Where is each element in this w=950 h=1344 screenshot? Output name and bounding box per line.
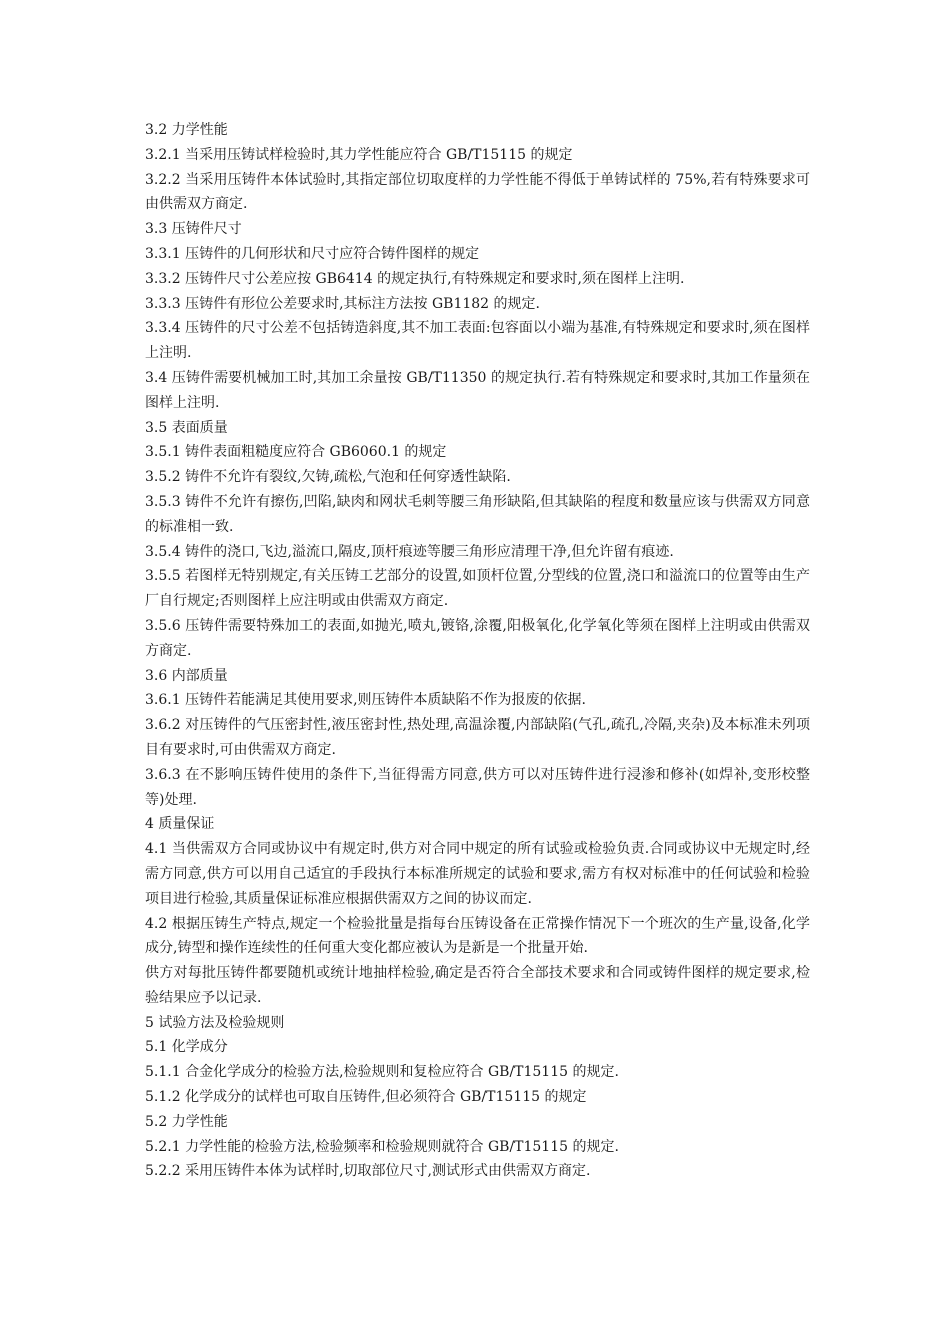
paragraph: 供方对每批压铸件都要随机或统计地抽样检验,确定是否符合全部技术要求和合同或铸件图样的规定要求,检验结果应予以记录.: [145, 965, 810, 1006]
paragraph: 3.4 压铸件需要机械加工时,其加工余量按 GB/T11350 的规定执行.若有特殊规定和要求时,其加工作量须在图样上注明.: [145, 369, 810, 411]
paragraph: 3.6.2 对压铸件的气压密封性,液压密封性,热处理,高温涂覆,内部缺陷(气孔,疏孔,冷隔,夹杂)及本标准未列项目有要求时,可由供需双方商定.: [145, 717, 810, 758]
paragraph: 3.5.3 铸件不允许有擦伤,凹陷,缺肉和网状毛刺等腰三角形缺陷,但其缺陷的程度和数量应该与供需双方同意的标准相一致.: [145, 493, 810, 535]
paragraph: 3.6 内部质量: [145, 667, 228, 684]
paragraph: 3.5.6 压铸件需要特殊加工的表面,如抛光,喷丸,镀铬,涂覆,阳极氧化,化学氧化等须在图样上注明或由供需双方商定.: [145, 617, 810, 659]
paragraph: 5 试验方法及检验规则: [145, 1014, 285, 1031]
paragraph: 5.2 力学性能: [145, 1113, 228, 1130]
paragraph: 5.1.2 化学成分的试样也可取自压铸件,但必须符合 GB/T15115 的规定: [145, 1089, 587, 1106]
paragraph: 3.3.1 压铸件的几何形状和尺寸应符合铸件图样的规定: [145, 245, 480, 262]
paragraph: 4.2 根据压铸生产特点,规定一个检验批量是指每台压铸设备在正常操作情况下一个班次的生产量,设备,化学成分,铸型和操作连续性的任何重大变化都应被认为是新是一个批量开始.: [145, 915, 810, 957]
paragraph: 3.5.5 若图样无特别规定,有关压铸工艺部分的设置,如顶杆位置,分型线的位置,浇口和溢流口的位置等由生产厂自行规定;否则图样上应注明或由供需双方商定.: [145, 568, 810, 610]
paragraph: 3.6.1 压铸件若能满足其使用要求,则压铸件本质缺陷不作为报废的依据.: [145, 692, 586, 709]
paragraph: 4 质量保证: [145, 816, 215, 833]
paragraph: 3.5 表面质量: [145, 419, 228, 436]
paragraph: 3.3.2 压铸件尺寸公差应按 GB6414 的规定执行,有特殊规定和要求时,须在图样上注明.: [145, 270, 685, 287]
paragraph: 5.2.1 力学性能的检验方法,检验频率和检验规则就符合 GB/T15115 的规定.: [145, 1138, 619, 1155]
paragraph: 3.5.2 铸件不允许有裂纹,欠铸,疏松,气泡和任何穿透性缺陷.: [145, 469, 511, 486]
paragraph: 3.3.3 压铸件有形位公差要求时,其标注方法按 GB1182 的规定.: [145, 295, 540, 312]
paragraph: 3.5.4 铸件的浇口,飞边,溢流口,隔皮,顶杆痕迹等腰三角形应清理干净,但允许留有痕迹.: [145, 543, 674, 560]
paragraph: 3.2 力学性能: [145, 122, 228, 138]
paragraph: 3.2.2 当采用压铸件本体试验时,其指定部位切取度样的力学性能不得低于单铸试样的 75%,若有特殊要求可由供需双方商定.: [145, 171, 810, 213]
document-body: [145, 118, 810, 1184]
paragraph: 3.3 压铸件尺寸: [145, 221, 242, 238]
paragraph: 3.5.1 铸件表面粗糙度应符合 GB6060.1 的规定: [145, 444, 447, 461]
paragraph: 5.1 化学成分: [145, 1039, 228, 1056]
paragraph: 4.1 当供需双方合同或协议中有规定时,供方对合同中规定的所有试验或检验负责.合同或协议中无规定时,经需方同意,供方可以用自己适宜的手段执行本标准所规定的试验和要求,需方有权对标准中的任何试验和检验项目进行检验,其质量保证标准应根据供需双方之间的协议而定.: [145, 841, 810, 907]
paragraph: 3.2.1 当采用压铸试样检验时,其力学性能应符合 GB/T15115 的规定: [145, 146, 573, 163]
paragraph: 5.1.1 合金化学成分的检验方法,检验规则和复检应符合 GB/T15115 的规定.: [145, 1064, 619, 1081]
paragraph: 3.3.4 压铸件的尺寸公差不包括铸造斜度,其不加工表面:包容面以小端为基准,有特殊规定和要求时,须在图样上注明.: [145, 320, 810, 362]
paragraph: 5.2.2 采用压铸件本体为试样时,切取部位尺寸,测试形式由供需双方商定.: [145, 1163, 591, 1180]
paragraph: 3.6.3 在不影响压铸件使用的条件下,当征得需方同意,供方可以对压铸件进行浸渗和修补(如焊补,变形校整等)处理.: [145, 766, 810, 808]
